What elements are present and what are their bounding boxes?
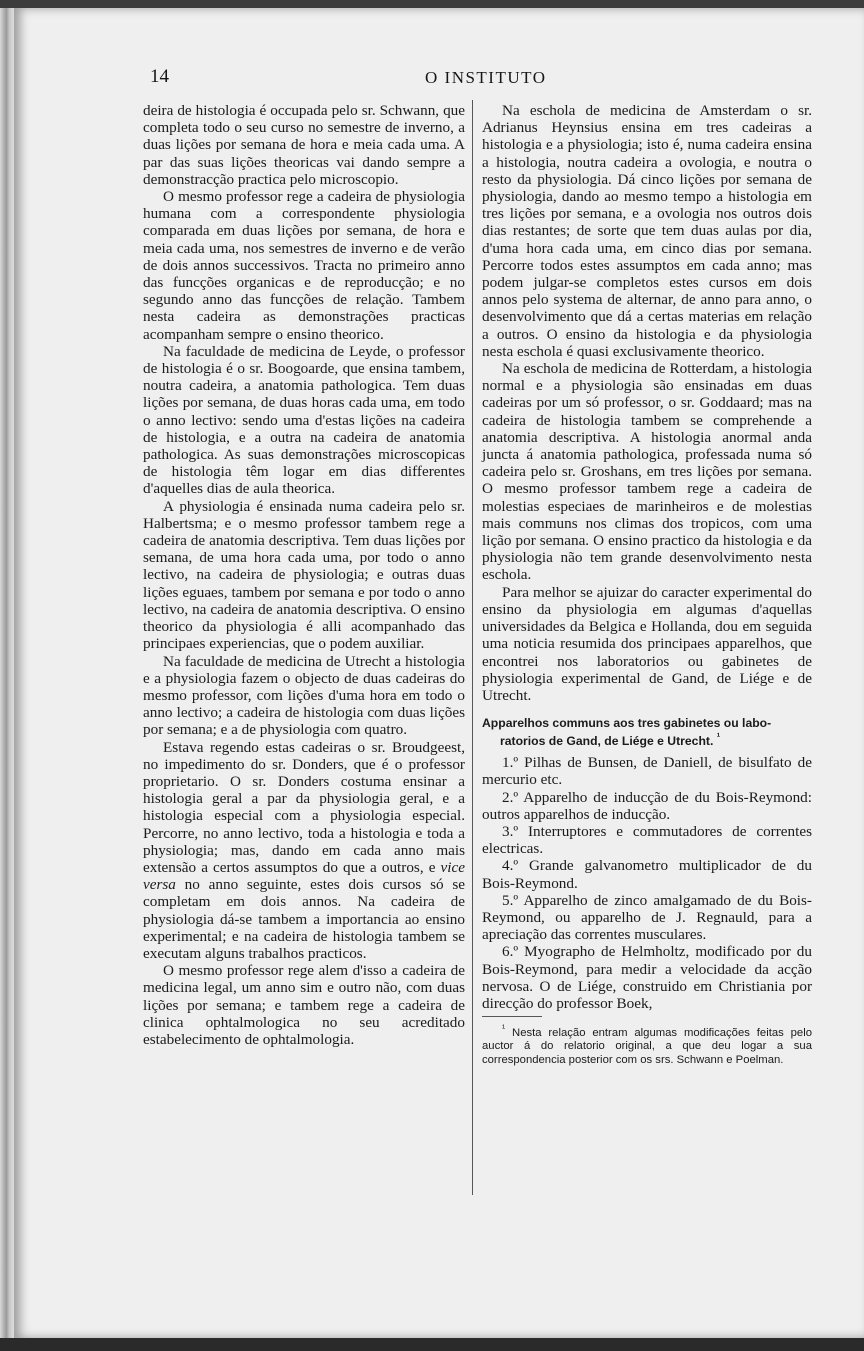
scan-bottom-edge bbox=[0, 1338, 864, 1351]
paragraph: A physiologia é ensinada numa cadeira pelo sr. Halbertsma; e o mesmo professor tambem rege a cadeira de anatomia descriptiva. Tem duas lições por semana, de uma hora cada uma, por todo o anno lectivo, na cadeira de physiologia; e outras duas lições eguaes, tambem por semana e por todo o anno lectivo, na cadeira de anatomia descriptiva. O ensino theorico da physiologia é alli acompanhado das principaes experiencias, que o podem auxiliar. bbox=[143, 497, 465, 653]
running-title: O INSTITUTO bbox=[425, 68, 547, 87]
apparatus-item: 5.º Apparelho de zinco amalgamado de du Bois-Reymond, ou apparelho de J. Regnauld, para a apreciação das correntes musculares. bbox=[482, 891, 812, 944]
section-heading-text: ratorios de Gand, de Liége e Utrecht. bbox=[500, 733, 714, 748]
section-heading-line: Apparelhos communs aos tres gabinetes ou labo- bbox=[482, 716, 772, 731]
footnote-marker: ¹ bbox=[502, 1022, 506, 1034]
paragraph: Para melhor se ajuizar do caracter experimental do ensino da physiologia em algumas d'aquellas universidades da Belgica e Hollanda, dou em seguida uma noticia resumida dos principaes apparelhos, que encontrei nos laboratorios ou gabinetes de physiologia experimental de Gand, de Liége e de Utrecht. bbox=[482, 583, 812, 704]
footnote bbox=[482, 1021, 812, 1067]
section-heading-line bbox=[482, 731, 812, 749]
footnote-text: Nesta relação entram algumas modificações feitas pelo auctor á do relatorio original, a que deu logar a sua correspondencia posterior com os srs. Schwann e Poelman. bbox=[482, 1026, 813, 1066]
paragraph: deira de histologia é occupada pelo sr. Schwann, que completa todo o seu curso no semestre de inverno, a duas lições por semana de hora e meia cada uma. A par das suas lições theoricas vai dando sempre a demonstracção practica pelo microscopio. bbox=[143, 102, 465, 188]
page-number: 14 bbox=[150, 66, 169, 87]
apparatus-item: 1.º Pilhas de Bunsen, de Daniell, de bisulfato de mercurio etc. bbox=[482, 754, 812, 789]
paragraph: Na eschola de medicina de Rotterdam, a histologia normal e a physiologia são ensinadas em duas cadeiras por um só professor, o sr. Goddaard; mas na cadeira de histologia tambem se comprehende a anatomia descriptiva. A histologia anormal anda juncta á anatomia pathologica, professada numa só cadeira pelo sr. Groshans, em tres lições por semana. O mesmo professor tambem rege a cadeira de molestias especiaes de marinheiros e de molestias mais communs nos climas dos tropicos, com uma lição por semana. O ensino practico da histologia e da physiologia não tem grande desenvolvimento nesta eschola. bbox=[482, 360, 812, 584]
footnote-ref: ¹ bbox=[716, 731, 721, 743]
paragraph: Na faculdade de medicina de Utrecht a histologia e a physiologia fazem o objecto de duas cadeiras do mesmo professor, com lições d'uma hora em todo o anno lectivo; a cadeira de histologia com duas lições por semana; e a de physiologia com quatro. bbox=[143, 652, 465, 739]
apparatus-item: 4.º Grande galvanometro multiplicador de du Bois-Reymond. bbox=[482, 857, 812, 892]
paragraph bbox=[143, 739, 465, 963]
apparatus-item: 2.º Apparelho de inducção de du Bois-Reymond: outros apparelhos de inducção. bbox=[482, 788, 812, 823]
left-column bbox=[143, 102, 465, 1048]
footnote-rule bbox=[482, 1016, 542, 1017]
italic-phrase: vice versa bbox=[143, 858, 465, 894]
paragraph-text: no anno seguinte, estes dois cursos só se completam em dois annos. Na cadeira de physiologia dá-se tambem a importancia ao ensino experimental; e na cadeira de histologia tambem se executam alguns trabalhos practicos. bbox=[143, 876, 465, 962]
right-column bbox=[482, 102, 812, 1067]
apparatus-item: 6.º Myographo de Helmholtz, modificado por du Bois-Reymond, para medir a velocidade da acção nervosa. O de Liége, construido em Christiania por direcção do professor Boek, bbox=[482, 943, 812, 1013]
section-heading bbox=[482, 716, 812, 748]
paragraph: Na eschola de medicina de Amsterdam o sr. Adrianus Heynsius ensina em tres cadeiras a histologia e a physiologia; isto é, numa cadeira ensina a histologia, noutra cadeira a ovologia, e noutra o resto da physiologia. Dá cinco lições por semana de physiologia, dando ao mesmo tempo a histologia em tres lições por semana, e a ovologia nos outros dois dias restantes; de sorte que tem duas aulas por dia, d'uma hora cada uma, em cinco dias por semana. Percorre todos estes assumptos em cada anno; mas podem julgar-se completos estes cursos em dois annos pelo systema de alternar, de anno para anno, o desenvolvimento que dá a certas materias em relação a outros. O ensino da histologia e da physiologia nesta eschola é quasi exclusivamente theorico. bbox=[482, 102, 812, 360]
paragraph: O mesmo professor rege a cadeira de physiologia humana com a correspondente physiologia comparada em duas lições por semana, de hora e meia cada uma, nos semestres de inverno e de verão de dois annos successivos. Tracta no primeiro anno das funcções organicas e de reproducção; e no segundo anno das funcções de relação. Tambem nesta cadeira as demonstrações practicas acompanham sempre o ensino theorico. bbox=[143, 188, 465, 343]
paragraph: Na faculdade de medicina de Leyde, o professor de histologia é o sr. Boogoarde, que ensina tambem, noutra cadeira, a anatomia pathologica. Tem duas lições por semana, de duas horas cada uma, em todo o anno lectivo: sendo uma d'estas lições na cadeira de histologia, e a outra na cadeira de anatomia pathologica. As suas demonstrações microscopicas de histologia têm logar em dias differentes d'aquelles dias de aula theorica. bbox=[143, 342, 465, 498]
column-divider bbox=[472, 100, 473, 1195]
apparatus-item: 3.º Interruptores e commutadores de correntes electricas. bbox=[482, 822, 812, 858]
paragraph: O mesmo professor rege alem d'isso a cadeira de medicina legal, um anno sim e outro não, com duas lições por semana; e tambem rege a cadeira de clinica ophtalmologica no seu acreditado estabelecimento de ophtalmologia. bbox=[143, 962, 465, 1048]
paragraph-text: Estava regendo estas cadeiras o sr. Broudgeest, no impedimento do sr. Donders, que é o professor proprietario. O sr. Donders costuma ensinar a histologia geral a par da physiologia geral, e a histologia especial com a physiologia especial. Percorre, no anno lectivo, toda a histologia e toda a physiologia; mas, dando em cada anno mais extensão a certos assumptos do que a outros, e bbox=[143, 738, 465, 876]
